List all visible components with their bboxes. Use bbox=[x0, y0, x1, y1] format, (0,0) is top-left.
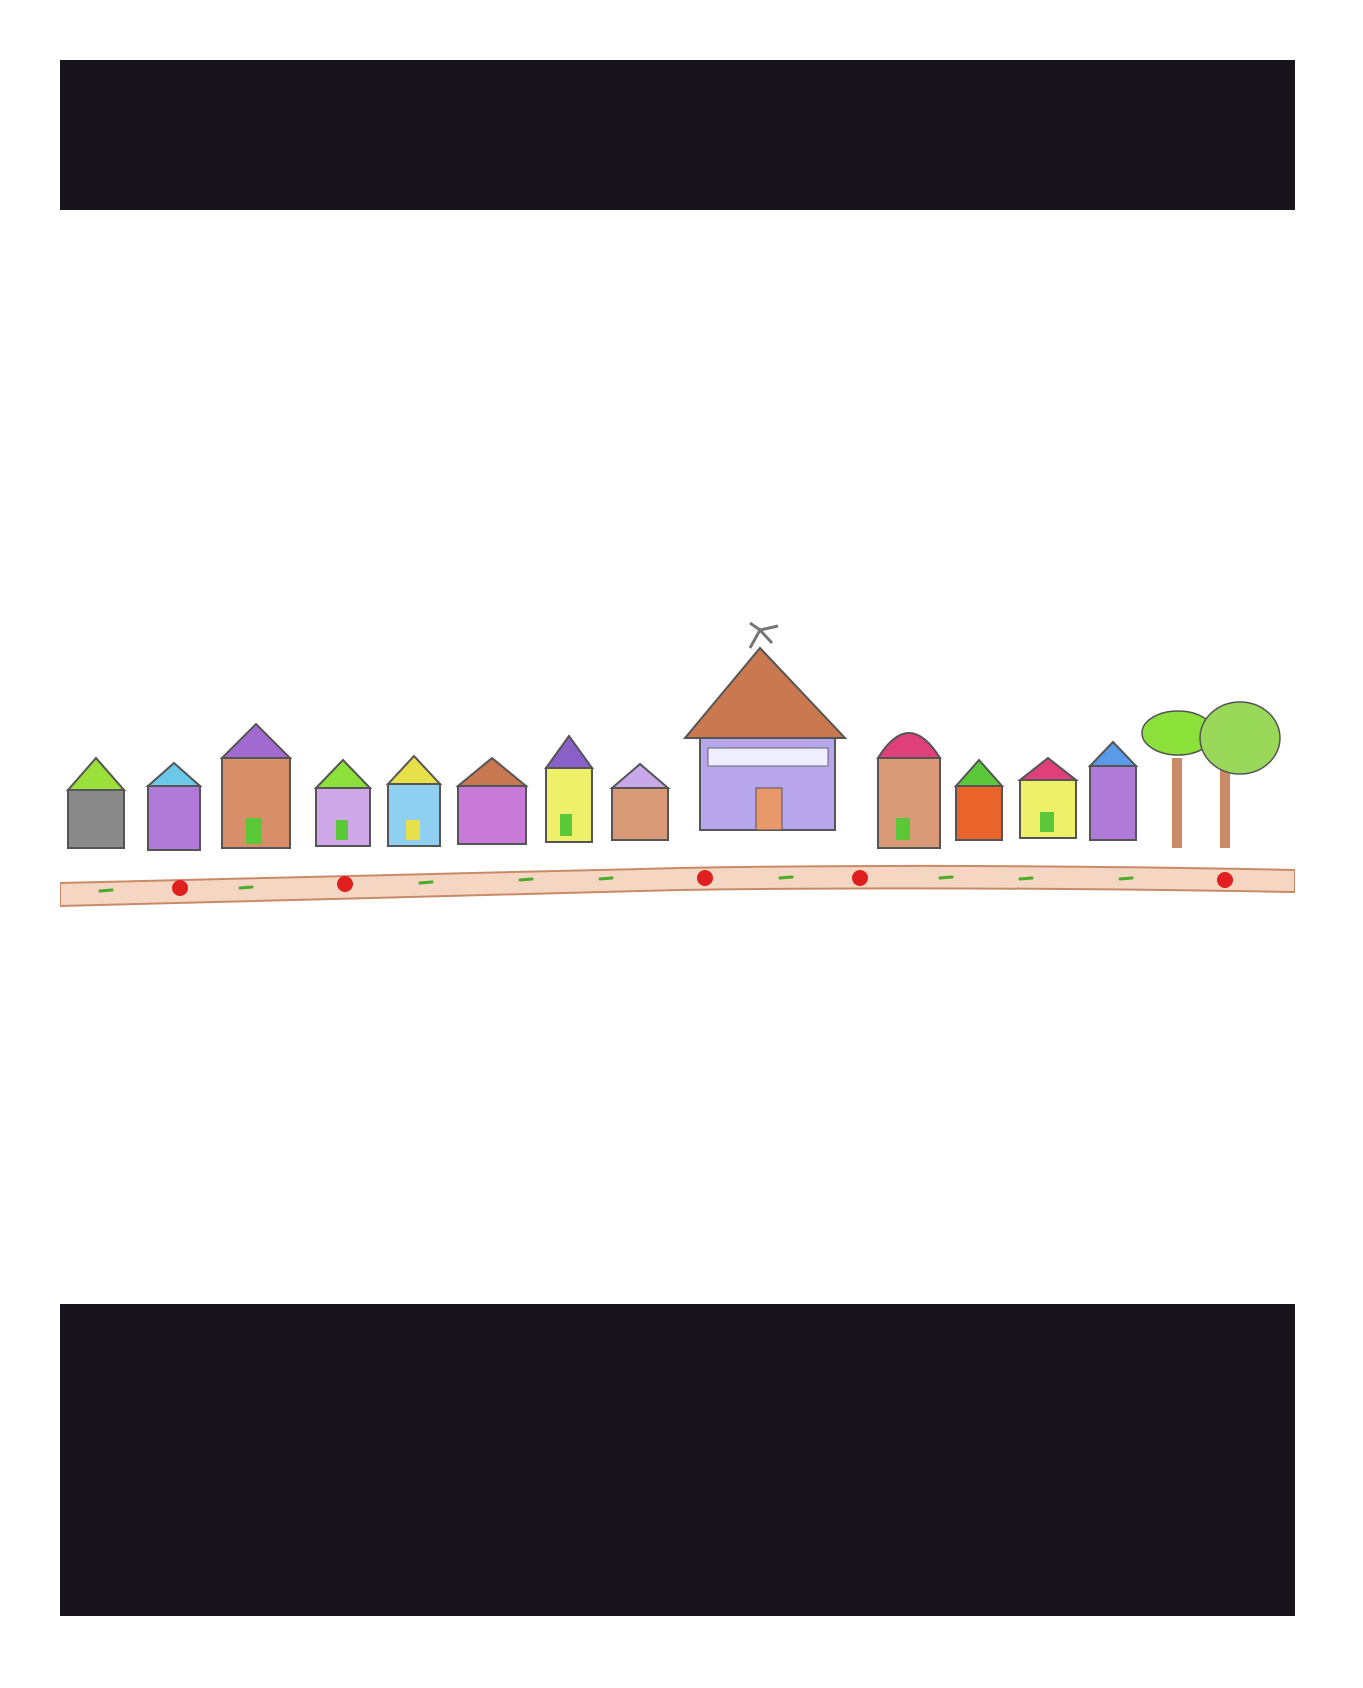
house-5 bbox=[388, 756, 440, 846]
tree-icon bbox=[1142, 702, 1280, 848]
house-1 bbox=[68, 758, 124, 848]
red-dot-pattern bbox=[60, 60, 1295, 210]
paisley-pattern bbox=[60, 1304, 1295, 1616]
house-8 bbox=[612, 764, 668, 840]
top-fabric-band bbox=[60, 60, 1295, 210]
village-illustration bbox=[60, 608, 1295, 938]
house-11 bbox=[1020, 758, 1076, 838]
house-4 bbox=[316, 760, 370, 846]
house-9 bbox=[878, 733, 940, 848]
house-10 bbox=[956, 760, 1002, 840]
flowered-path bbox=[60, 866, 1295, 906]
house-3 bbox=[222, 724, 290, 848]
village-drawing bbox=[60, 608, 1295, 938]
laboratory-building bbox=[685, 623, 845, 830]
house-7 bbox=[546, 736, 592, 842]
house-12 bbox=[1090, 742, 1136, 840]
house-2 bbox=[148, 763, 200, 850]
house-6 bbox=[458, 758, 526, 844]
bottom-fabric-band bbox=[60, 1304, 1295, 1616]
